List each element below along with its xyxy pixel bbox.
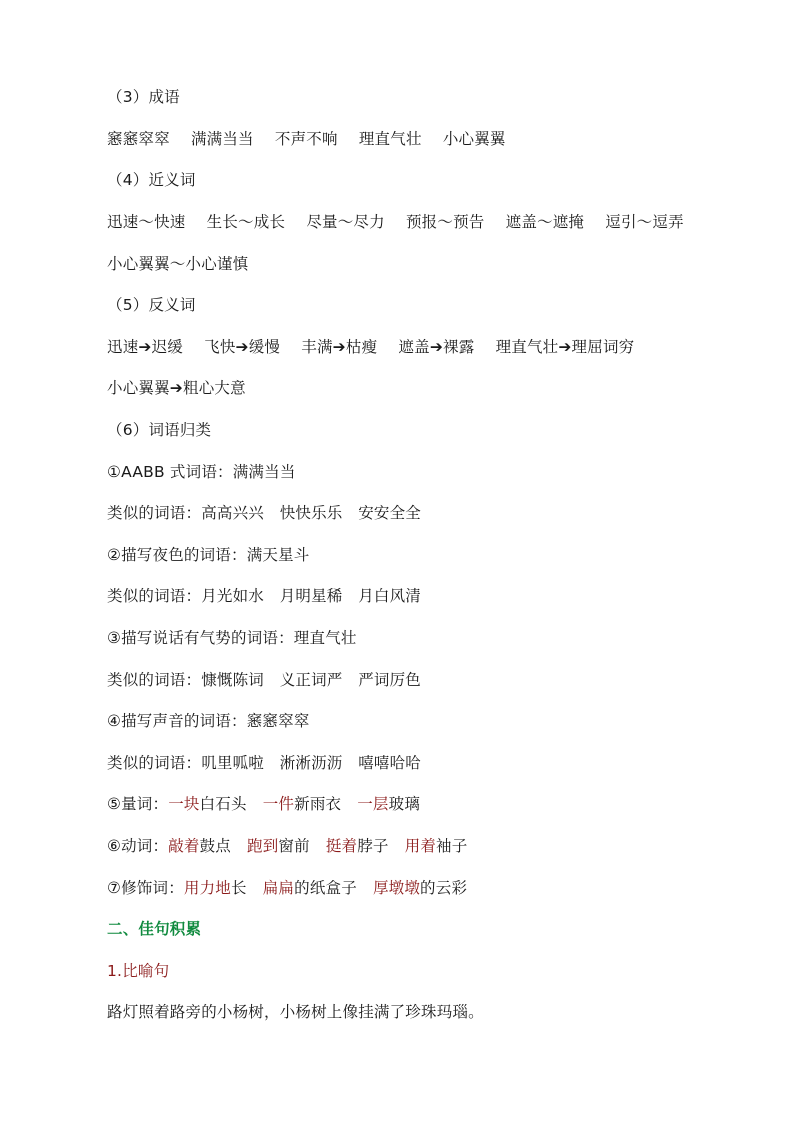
antonym-pair: 丰满➔枯瘦 [301,338,378,356]
simile-sentence: 路灯照着路旁的小杨树，小杨树上像挂满了珍珠玛瑙。 [107,1003,484,1021]
synonym-pair: 尽量～尽力 [306,213,385,231]
measure-words-line [107,794,420,814]
modifier: 用力地 [183,879,232,897]
measure-word: 一块 [168,795,200,813]
measure-word: 一层 [357,795,389,813]
category-1-similar: 类似的词语：高高兴兴 快快乐乐 安安全全 [107,504,422,522]
idiom-item: 理直气壮 [358,130,422,148]
antonym-list-row-1 [107,337,634,357]
category-2: ②描写夜色的词语：满天星斗 [107,546,310,564]
verb: 用着 [404,837,437,855]
category-3-similar: 类似的词语：慷慨陈词 义正词严 严词厉色 [107,671,422,689]
synonym-pair: 生长～成长 [206,213,286,231]
idiom-list [107,129,506,149]
idiom-item: 不声不响 [274,130,338,148]
antonym-pair: 遮盖➔裸露 [398,338,475,356]
idiom-item: 满满当当 [190,130,254,148]
synonym-pair: 遮盖～遮掩 [505,213,585,231]
synonym-pair: 预报～预告 [405,213,485,231]
antonym-pair: 小心翼翼➔粗心大意 [107,379,246,397]
category-2-similar: 类似的词语：月光如水 月明星稀 月白风清 [107,587,422,605]
measure-words-label: ⑤量词： [107,795,169,813]
verb-object: 鼓点 [199,837,232,855]
synonym-pair: 小心翼翼～小心谨慎 [107,255,249,273]
antonym-pair: 迅速➔迟缓 [107,338,183,356]
verbs-label: ⑥动词： [107,837,169,855]
section-2-heading: 二、佳句积累 [107,920,202,938]
modifier: 扁扁 [262,879,295,897]
category-4-similar: 类似的词语：叽里呱啦 淅淅沥沥 嘻嘻哈哈 [107,754,422,772]
synonym-list-row-2 [107,254,248,274]
section-5-title: （5）反义词 [107,296,196,314]
synonym-pair: 逗引～逗弄 [605,213,684,231]
measure-noun: 玻璃 [388,795,421,813]
modifier-head: 的纸盒子 [294,879,357,897]
verb-object: 窗前 [278,837,310,855]
modifier: 厚墩墩 [372,879,421,897]
measure-noun: 新雨衣 [294,795,342,813]
measure-noun: 白石头 [199,795,247,813]
synonym-list-row-1 [107,212,684,232]
section-3-title: （3）成语 [107,88,180,106]
simile-subheading: 1.比喻句 [107,962,170,980]
section-4-title: （4）近义词 [107,171,196,189]
verb: 挺着 [325,837,358,855]
modifier-head: 的云彩 [420,879,468,897]
verb: 跑到 [247,837,279,855]
synonym-pair: 迅速～快速 [107,213,186,231]
idiom-item: 窸窸窣窣 [107,130,170,148]
idiom-item: 小心翼翼 [442,130,506,148]
verb: 敲着 [168,837,200,855]
antonym-list-row-2 [107,378,246,398]
modifiers-label: ⑦修饰词： [107,879,184,897]
modifiers-line [107,878,467,898]
category-3: ③描写说话有气势的词语：理直气壮 [107,629,357,647]
measure-word: 一件 [262,795,295,813]
category-4: ④描写声音的词语：窸窸窣窣 [107,712,310,730]
antonym-pair: 飞快➔缓慢 [204,338,281,356]
section-6-title: （6）词语归类 [107,421,212,439]
modifier-head: 长 [231,879,247,897]
verb-object: 袖子 [436,837,468,855]
category-1: ①AABB 式词语：满满当当 [107,463,296,481]
antonym-pair: 理直气壮➔理屈词穷 [495,338,635,356]
verbs-line [107,836,467,856]
verb-object: 脖子 [357,837,389,855]
